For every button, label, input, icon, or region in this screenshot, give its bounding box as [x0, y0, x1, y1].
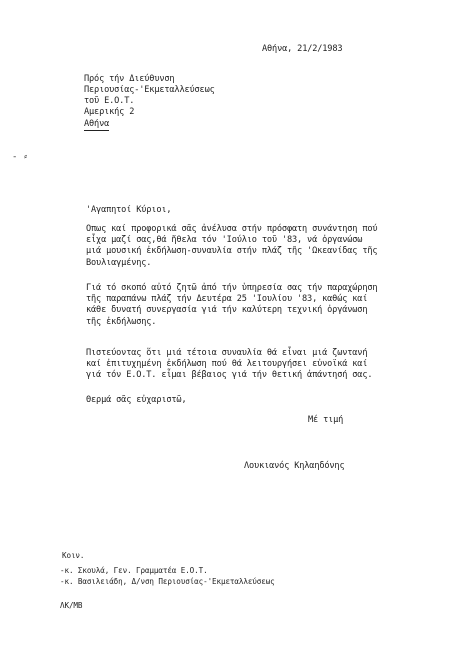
- recipient-city: Αθήνα: [84, 119, 109, 131]
- salutation: 'Αγαπητοί Κύριοι,: [86, 205, 172, 215]
- paragraph-line: εἶχα μαζί σας,θά ἤθελα τόν 'Ιούλιο τοῦ '83, νά ὀργανώσω: [86, 235, 363, 246]
- paragraph-2: [86, 283, 446, 328]
- paragraph-line: Πιστεύοντας ὅτι μιά τέτοια συναυλία θά εἶναι μιά ζωντανή: [86, 348, 368, 358]
- paragraph-line: Γιά τό σκοπό αὐτό ζητῶ ἀπό τήν ὑπηρεσία σας τήν παραχώρηση: [86, 283, 378, 293]
- recipient-line: Πρός τήν Διεύθυνση: [84, 74, 175, 84]
- cc-line: -κ. Βασιλειάδη, Δ/νση Περιουσίας-'Εκμεταλλεύσεως: [60, 577, 275, 586]
- paragraph-line: Θερμά σᾶς εὐχαριστῶ,: [86, 395, 187, 405]
- cc-line: -κ. Σκουλά, Γεν. Γραμματέα Ε.Ο.Τ.: [60, 566, 208, 575]
- closing: Μέ τιμή: [308, 415, 344, 425]
- paragraph-3: [86, 348, 446, 382]
- paragraph-line: μιά μουσική ἐκδήλωση-συναυλία στήν πλάζ τῆς 'Ωκεανίδας τῆς: [86, 246, 378, 257]
- recipient-line: Αμερικής 2: [84, 107, 135, 117]
- paragraph-4: [86, 395, 446, 406]
- paragraph-line: καί ἐπιτυχημένη ἐκδήλωση πού θά λειτουργήσει εὐνοϊκά καί: [86, 359, 368, 370]
- paragraph-line: γιά τόν Ε.Ο.Τ. εἶμαι βέβαιος γιά τήν θετική ἀπάντησή σας.: [86, 370, 373, 381]
- paragraph-line: τῆς ἐκδήλωσης.: [86, 316, 157, 327]
- recipient-line: Περιουσίας-'Εκμεταλλεύσεως: [84, 85, 215, 95]
- paragraph-line: κάθε δυνατή συνεργασία γιά τήν καλύτερη τεχνική ὀργάνωση: [86, 305, 368, 316]
- paragraph-line: τῆς παραπάνω πλάζ τήν Δευτέρα 25 'Ιουλίου '83, καθώς καί: [86, 294, 368, 305]
- reference-initials: ΛΚ/ΜΒ: [60, 601, 83, 610]
- cc-label: Κοιν.: [62, 551, 85, 560]
- letter-date: Αθήνα, 21/2/1983: [262, 44, 343, 54]
- margin-mark: - ⸗: [12, 152, 29, 162]
- paragraph-line: Οπως καί προφορικά σᾶς ἀνέλυσα στήν πρόσφατη συνάντηση πού: [86, 224, 378, 234]
- signature-name: Λουκιανός Κηλαηδόνης: [244, 461, 345, 471]
- paragraph-1: [86, 224, 446, 269]
- paragraph-line: Βουλιαγμένης.: [86, 257, 152, 268]
- recipient-line: τοῦ Ε.Ο.Τ.: [84, 96, 135, 106]
